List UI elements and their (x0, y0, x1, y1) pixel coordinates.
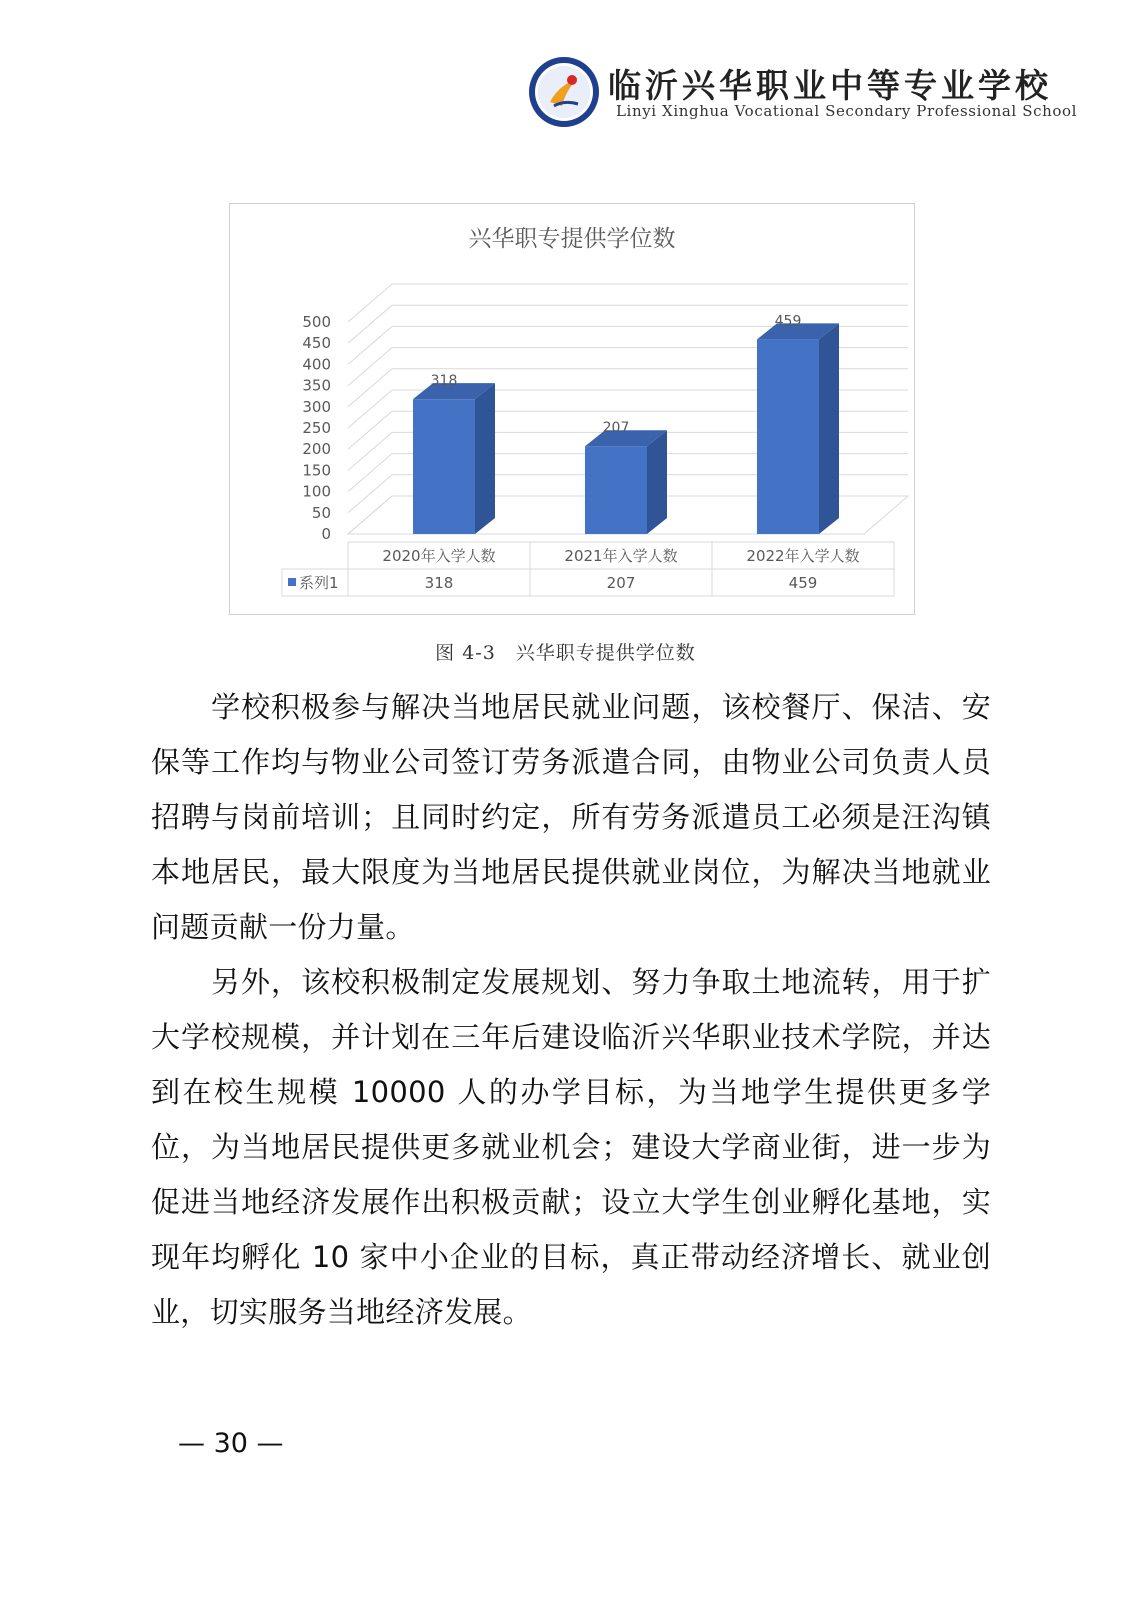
school-logo-icon (528, 56, 600, 128)
y-tick-label: 100 (302, 482, 331, 501)
gridline-side (348, 305, 392, 343)
x-tick-label: 2022年入学人数 (746, 547, 860, 565)
bar-chart (230, 204, 914, 614)
y-tick-label: 300 (302, 397, 331, 416)
y-tick-label: 50 (311, 503, 331, 522)
chart-frame (229, 203, 915, 615)
table-value: 459 (788, 574, 818, 592)
gridline-side (348, 475, 392, 513)
bar-side (647, 430, 667, 534)
figure-caption: 图 4-3 兴华职专提供学位数 (435, 642, 696, 664)
page-header (528, 52, 1088, 132)
gridline-side (348, 454, 392, 492)
bar-side (475, 383, 495, 534)
body-text (151, 680, 991, 1340)
gridline-side (348, 369, 392, 407)
school-name-cn: 临沂兴华职业中等专业学校 (608, 66, 1052, 105)
page-number: — 30 — (178, 1428, 284, 1459)
data-label: 318 (430, 373, 458, 390)
table-value: 207 (606, 574, 636, 592)
y-tick-label: 450 (302, 334, 331, 353)
data-label: 207 (602, 420, 630, 437)
x-tick-label: 2021年入学人数 (564, 547, 678, 565)
y-tick-label: 200 (302, 440, 331, 459)
gridline-side (348, 284, 392, 322)
gridline-side (348, 390, 392, 428)
gridline-side (348, 348, 392, 386)
bar (413, 399, 475, 534)
y-tick-label: 500 (302, 313, 331, 331)
chart-title: 兴华职专提供学位数 (468, 226, 676, 252)
y-tick-label: 350 (302, 376, 331, 395)
bar (585, 446, 647, 534)
data-label: 459 (774, 313, 802, 330)
y-tick-label: 400 (302, 355, 331, 374)
table-value: 318 (424, 574, 454, 592)
bar (757, 339, 819, 534)
y-tick-label: 250 (302, 419, 331, 437)
gridline-side (348, 326, 392, 364)
x-tick-label: 2020年入学人数 (382, 547, 496, 565)
paragraph: 学校积极参与解决当地居民就业问题，该校餐厅、保洁、安保等工作均与物业公司签订劳务派遣合同，由物业公司负责人员招聘与岗前培训；且同时约定，所有劳务派遣员工必须是汪沟镇本地居民，最大限度为当地居民提供就业岗位，为解决当地就业问题贡献一份力量。 (151, 690, 991, 944)
school-name-en: Linyi Xinghua Vocational Secondary Professional School (616, 102, 1077, 120)
bar-side (819, 323, 839, 534)
gridline-side (348, 432, 392, 470)
y-tick-label: 0 (321, 525, 331, 543)
paragraph: 另外，该校积极制定发展规划、努力争取土地流转，用于扩大学校规模，并计划在三年后建设临沂兴华职业技术学院，并达到在校生规模 10000 人的办学目标，为当地学生提供更多学位，为当地居民提供更多就业机会；建设大学商业街，进一步为促进当地经济发展作出积极贡献；设立大学生创业孵化基地，实现年均孵化 10 家中小企业的目标，真正带动经济增长、就业创业，切实服务当地经济发展。 (151, 965, 991, 1329)
legend-label: 系列1 (299, 574, 339, 592)
y-tick-label: 150 (302, 461, 331, 480)
legend-swatch (288, 578, 296, 586)
gridline-side (348, 411, 392, 449)
